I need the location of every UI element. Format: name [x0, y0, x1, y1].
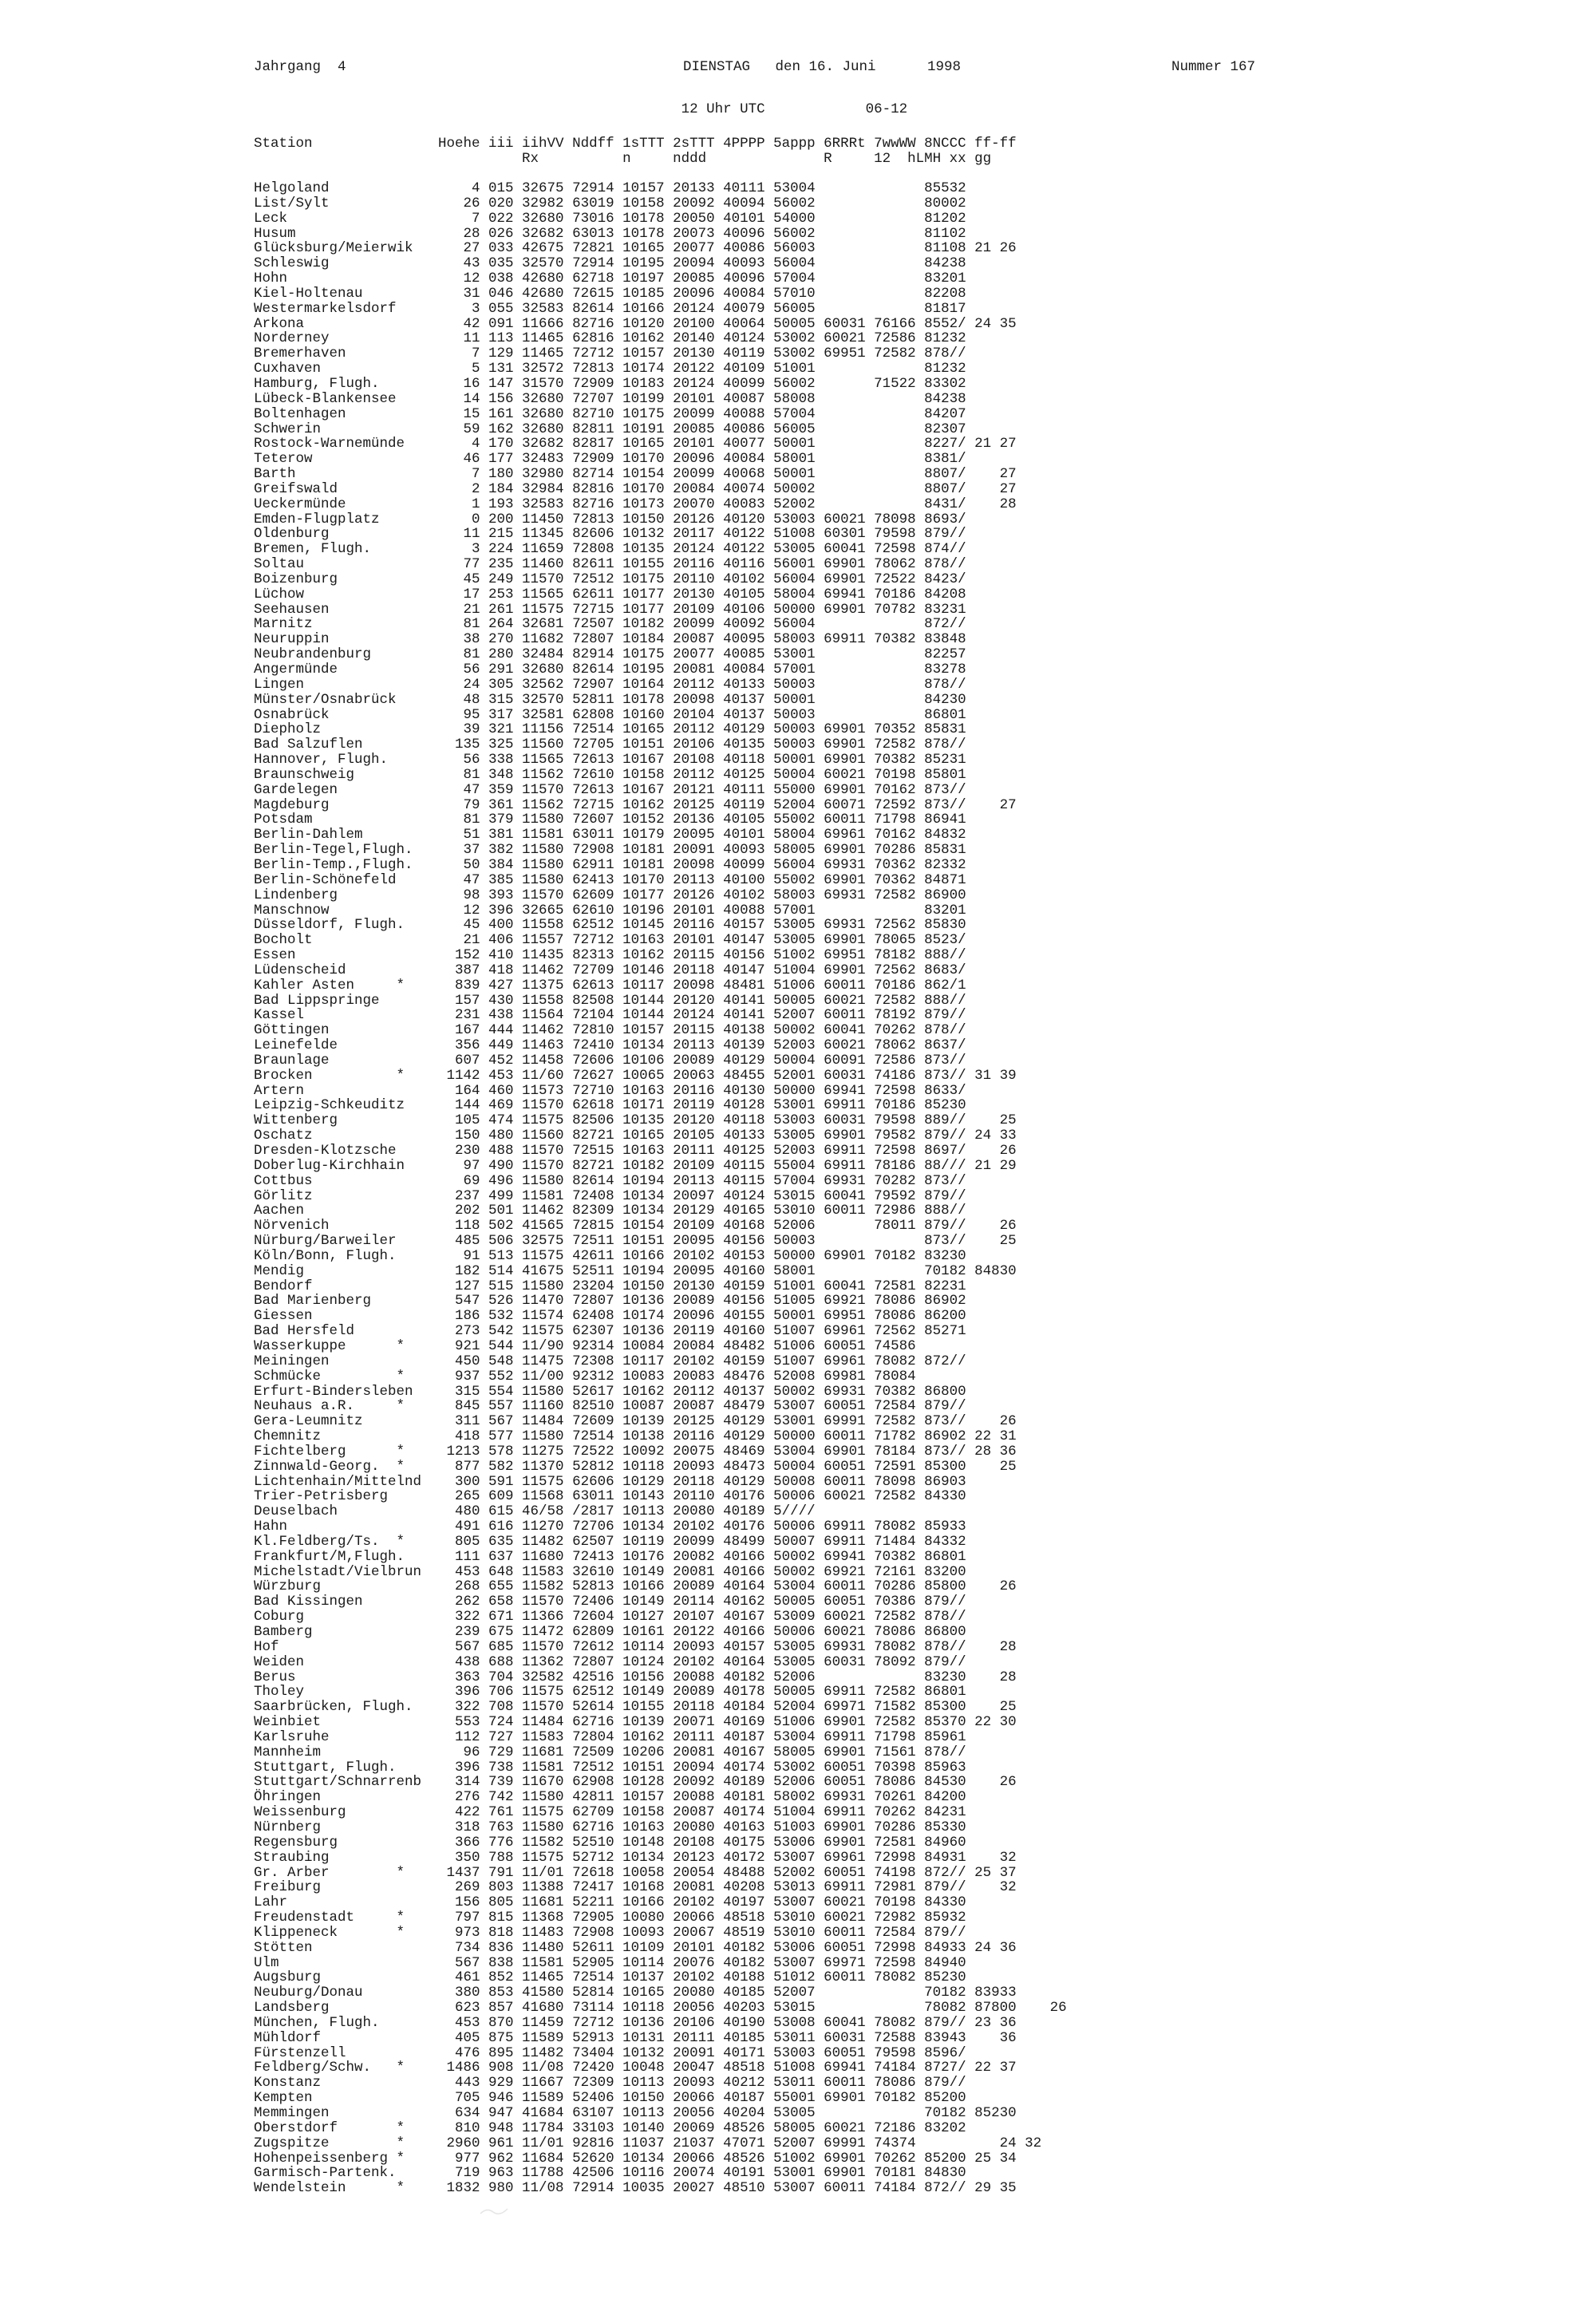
table-row: Wasserkuppe * 921 544 11/90 92314 10084 20084 48482 51006 60051 74586 [254, 1337, 916, 1354]
table-row: Kl.Feldberg/Ts. * 805 635 11482 62507 10119 20099 48499 50007 69911 71484 84332 [254, 1533, 966, 1550]
table-row: Fürstenzell 476 895 11482 73404 10132 20091 40171 53003 60051 79598 8596/ [254, 2044, 966, 2061]
table-row: Neuhaus a.R. * 845 557 11160 82510 10087 20087 48479 53007 60051 72584 879// [254, 1398, 966, 1415]
table-row: Wendelstein * 1832 980 11/08 72914 10035 20027 48510 53007 60011 74184 872// 29 35 [254, 2180, 1017, 2197]
table-row: Fichtelberg * 1213 578 11275 72522 10092 20075 48469 53004 69901 78184 873// 28 36 [254, 1443, 1017, 1460]
table-row: Zinnwald-Georg. * 877 582 11370 52812 10118 20093 48473 50004 60051 72591 85300 25 [254, 1458, 1017, 1475]
table-row: Stuttgart/Schnarrenb 314 739 11670 62908 10128 20092 40189 52006 60051 78086 84530 26 [254, 1774, 1017, 1791]
table-row: Hohn 12 038 42680 62718 10197 20085 40096 57004 83201 [254, 271, 966, 287]
table-row: Trier-Petrisberg 265 609 11568 63011 10143 20110 40176 50006 60021 72582 84330 [254, 1488, 966, 1505]
table-row: Weissenburg 422 761 11575 62709 10158 20087 40174 51004 69911 70262 84231 [254, 1804, 966, 1821]
table-row: Tholey 396 706 11575 62512 10149 20089 40178 50005 69911 72582 86801 [254, 1684, 966, 1701]
table-row: Stötten 734 836 11480 52611 10109 20101 40182 53006 60051 72998 84933 24 36 [254, 1939, 1017, 1956]
table-row: Gr. Arber * 1437 791 11/01 72618 10058 20054 48488 52002 60051 74198 872// 25 37 [254, 1864, 1017, 1881]
table-row: Magdeburg 79 361 11562 72715 10162 20125 40119 52004 60071 72592 873// 27 [254, 796, 1017, 813]
table-row: Meiningen 450 548 11475 72308 10117 20102 40159 51007 69961 78082 872// [254, 1353, 966, 1369]
column-header-line: Rx n nddd R 12 hLMH xx gg [254, 151, 992, 167]
table-row: Chemnitz 418 577 11580 72514 10138 20116 40129 50000 60011 71782 86902 22 31 [254, 1428, 1017, 1445]
table-row: Cottbus 69 496 11580 82614 10194 20113 40115 57004 69931 70282 873// [254, 1172, 966, 1189]
table-row: Gera-Leumnitz 311 567 11484 72609 10139 20125 40129 53001 69991 72582 873// 26 [254, 1413, 1017, 1430]
table-row: Kahler Asten * 839 427 11375 62613 10117 20098 48481 51006 60011 70186 862/1 [254, 977, 966, 993]
table-row: Bad Lippspringe 157 430 11558 82508 10144 20120 40141 50005 60021 72582 888// [254, 992, 966, 1009]
table-row: Bad Kissingen 262 658 11570 72406 10149 20114 40162 50005 60051 70386 879// [254, 1594, 966, 1610]
table-row: Mannheim 96 729 11681 72509 10206 20081 40167 58005 69901 71561 878// [254, 1744, 966, 1760]
table-row: Schleswig 43 035 32570 72914 10195 20094 40093 56004 84238 [254, 255, 966, 272]
table-row: Erfurt-Bindersleben 315 554 11580 52617 10162 20112 40137 50002 69931 70382 86800 [254, 1383, 966, 1400]
table-row: Norderney 11 113 11465 62816 10162 20140 40124 53002 60021 72586 81232 [254, 330, 966, 347]
table-row: Memmingen 634 947 41684 63107 10113 20056 40204 53005 70182 85230 [254, 2105, 1017, 2121]
table-row: Osnabrück 95 317 32581 62808 10160 20104 40137 50003 86801 [254, 706, 966, 723]
table-row: Nörvenich 118 502 41565 72815 10154 20109 40168 52006 78011 879// 26 [254, 1218, 1017, 1234]
table-row: Nürburg/Barweiler 485 506 32575 72511 10151 20095 40156 50003 873// 25 [254, 1233, 1017, 1250]
table-row: Ueckermünde 1 193 32583 82716 10173 20070 40083 52002 8431/ 28 [254, 496, 1017, 512]
table-row: Saarbrücken, Flugh. 322 708 11570 52614 10155 20118 40184 52004 69971 71582 85300 25 [254, 1699, 1017, 1716]
year-label: 1998 [927, 59, 962, 75]
table-row: Helgoland 4 015 32675 72914 10157 20133 40111 53004 85532 [254, 180, 966, 196]
table-row: Seehausen 21 261 11575 72715 10177 20109 40106 50000 69901 70782 83231 [254, 601, 966, 618]
table-row: Berlin-Dahlem 51 381 11581 63011 10179 20095 40101 58004 69961 70162 84832 [254, 827, 966, 843]
table-row: Neuburg/Donau 380 853 41580 52814 10165 20080 40185 52007 70182 83933 [254, 1985, 1017, 2001]
time-header: 12 Uhr UTC 06-12 [254, 101, 908, 117]
table-row: Diepholz 39 321 11156 72514 10165 20112 40129 50003 69901 70352 85831 [254, 721, 966, 738]
table-row: Rostock-Warnemünde 4 170 32682 82817 10165 20101 40077 50001 8227/ 21 27 [254, 436, 1017, 452]
table-row: Oschatz 150 480 11560 82721 10165 20105 40133 53005 69901 79582 879// 24 33 [254, 1128, 1017, 1144]
table-row: Kiel-Holtenau 31 046 42680 72615 10185 20096 40084 57010 82208 [254, 285, 966, 302]
table-row: München, Flugh. 453 870 11459 72712 10136 20106 40190 53008 60041 78082 879// 23 36 [254, 2014, 1017, 2031]
table-row: Lüdenscheid 387 418 11462 72709 10146 20118 40147 51004 69901 72562 8683/ [254, 962, 966, 978]
table-row: Husum 28 026 32682 63013 10178 20073 40096 56002 81102 [254, 225, 966, 242]
table-row: Barth 7 180 32980 82714 10154 20099 40068 50001 8807/ 27 [254, 466, 1017, 483]
table-row: Landsberg 623 857 41680 73114 10118 20056 40203 53015 78082 87800 26 [254, 2000, 1067, 2017]
table-row: Doberlug-Kirchhain 97 490 11570 82721 10182 20109 40115 55004 69911 78186 88/// 21 29 [254, 1157, 1017, 1174]
table-row: Neuruppin 38 270 11682 72807 10184 20087 40095 58003 69911 70382 83848 [254, 631, 966, 648]
table-row: Frankfurt/M,Flugh. 111 637 11680 72413 10176 20082 40166 50002 69941 70382 86801 [254, 1548, 966, 1565]
table-row: Berlin-Tegel,Flugh. 37 382 11580 72908 10181 20091 40093 58005 69901 70286 85831 [254, 842, 966, 859]
table-row: Klippeneck * 973 818 11483 72908 10093 20067 48519 53010 60011 72584 879// [254, 1924, 966, 1941]
table-row: Soltau 77 235 11460 82611 10155 20116 40116 56001 69901 78062 878// [254, 556, 966, 573]
table-row: Weinbiet 553 724 11484 62716 10139 20071 40169 51006 69901 72582 85370 22 30 [254, 1714, 1017, 1731]
table-row: Düsseldorf, Flugh. 45 400 11558 62512 10145 20116 40157 53005 69931 72562 85830 [254, 917, 966, 934]
table-row: List/Sylt 26 020 32982 63019 10158 20092 40094 56002 80002 [254, 195, 966, 211]
table-row: Deuselbach 480 615 46/58 /2817 10113 20080 40189 5//// [254, 1503, 816, 1520]
table-row: Bendorf 127 515 11580 23204 10150 20130 40159 51001 60041 72581 82231 [254, 1278, 966, 1294]
table-row: Lichtenhain/Mittelnd 300 591 11575 62606 10129 20118 40129 50008 60011 78098 86903 [254, 1473, 966, 1490]
table-row: Leipzig-Schkeuditz 144 469 11570 62618 10171 20119 40128 53001 69911 70186 85230 [254, 1097, 966, 1114]
date-label: DIENSTAG den 16. Juni [683, 59, 876, 75]
table-row: Kempten 705 946 11589 52406 10150 20066 40187 55001 69901 70182 85200 [254, 2090, 966, 2107]
table-row: Lüchow 17 253 11565 62611 10177 20130 40105 58004 69941 70186 84208 [254, 586, 966, 602]
table-row: Dresden-Klotzsche 230 488 11570 72515 10163 20111 40125 52003 69911 72598 8697/ 26 [254, 1143, 1017, 1159]
table-row: Schmücke * 937 552 11/00 92312 10083 20083 48476 52008 69981 78084 [254, 1368, 916, 1385]
table-row: Coburg 322 671 11366 72604 10127 20107 40167 53009 60021 72582 878// [254, 1609, 966, 1626]
table-row: Berlin-Temp.,Flugh. 50 384 11580 62911 10181 20098 40099 56004 69931 70362 82332 [254, 856, 966, 873]
table-row: Manschnow 12 396 32665 62610 10196 20101 40088 57001 83201 [254, 902, 966, 918]
table-row: Münster/Osnabrück 48 315 32570 52811 10178 20098 40137 50001 84230 [254, 691, 966, 708]
table-row: Augsburg 461 852 11465 72514 10137 20102 40188 51012 60011 78082 85230 [254, 1969, 966, 1986]
table-row: Hohenpeissenberg * 977 962 11684 52620 10134 20066 48526 51002 69901 70262 85200 25 34 [254, 2150, 1017, 2167]
table-row: Regensburg 366 776 11582 52510 10148 20108 40175 53006 69901 72581 84960 [254, 1834, 966, 1851]
table-row: Bremen, Flugh. 3 224 11659 72808 10135 20124 40122 53005 60041 72598 874// [254, 541, 966, 558]
table-row: Michelstadt/Vielbrun 453 648 11583 32610 10149 20081 40166 50002 69921 72161 83200 [254, 1563, 966, 1580]
table-row: Ulm 567 838 11581 52905 10114 20076 40182 53007 69971 72598 84940 [254, 1954, 966, 1971]
table-row: Essen 152 410 11435 82313 10162 20115 40156 51002 69951 78182 888// [254, 947, 966, 964]
table-row: Bremerhaven 7 129 11465 72712 10157 20130 40119 53002 69951 72582 878// [254, 346, 966, 362]
table-row: Leinefelde 356 449 11463 72410 10134 20113 40139 52003 60021 78062 8637/ [254, 1037, 966, 1054]
table-row: Lahr 156 805 11681 52211 10166 20102 40197 53007 60021 70198 84330 [254, 1894, 966, 1911]
table-row: Nürnberg 318 763 11580 62716 10163 20080 40163 51003 69901 70286 85330 [254, 1819, 966, 1835]
stamp-mark-icon [479, 2202, 511, 2218]
table-row: Braunschweig 81 348 11562 72610 10158 20112 40125 50004 60021 70198 85801 [254, 766, 966, 783]
table-row: Artern 164 460 11573 72710 10163 20116 40130 50000 69941 72598 8633/ [254, 1082, 966, 1099]
table-row: Mendig 182 514 41675 52511 10194 20095 40160 58001 70182 84830 [254, 1262, 1017, 1279]
table-row: Neubrandenburg 81 280 32484 82914 10175 20077 40085 53001 82257 [254, 646, 966, 663]
table-row: Hof 567 685 11570 72612 10114 20093 40157 53005 69931 78082 878// 28 [254, 1638, 1017, 1655]
table-row: Aachen 202 501 11462 82309 10134 20129 40165 53010 60011 72986 888// [254, 1203, 966, 1219]
table-row: Cuxhaven 5 131 32572 72813 10174 20122 40109 51001 81232 [254, 361, 966, 377]
table-row: Hannover, Flugh. 56 338 11565 72613 10167 20108 40118 50001 69901 70382 85231 [254, 752, 966, 768]
table-row: Boizenburg 45 249 11570 72512 10175 20110 40102 56004 69901 72522 8423/ [254, 571, 966, 587]
table-row: Giessen 186 532 11574 62408 10174 20096 40155 50001 69951 78086 86200 [254, 1308, 966, 1325]
table-row: Zugspitze * 2960 961 11/01 92816 11037 21037 47071 52007 69991 74374 24 32 [254, 2135, 1042, 2151]
table-row: Bad Salzuflen 135 325 11560 72705 10151 20106 40135 50003 69901 72582 878// [254, 737, 966, 753]
table-row: Berus 363 704 32582 42516 10156 20088 40182 52006 83230 28 [254, 1669, 1017, 1685]
table-row: Lübeck-Blankensee 14 156 32680 72707 10199 20101 40087 58008 84238 [254, 390, 966, 407]
table-row: Glücksburg/Meierwik 27 033 42675 72821 10165 20077 40086 56003 81108 21 26 [254, 240, 1017, 257]
table-row: Hamburg, Flugh. 16 147 31570 72909 10183 20124 40099 56002 71522 83302 [254, 375, 966, 392]
table-row: Lingen 24 305 32562 72907 10164 20112 40133 50003 878// [254, 676, 966, 693]
table-row: Köln/Bonn, Flugh. 91 513 11575 42611 10166 20102 40153 50000 69901 70182 83230 [254, 1247, 966, 1264]
table-row: Bocholt 21 406 11557 72712 10163 20101 40147 53005 69901 78065 8523/ [254, 932, 966, 949]
table-row: Leck 7 022 32680 73016 10178 20050 40101 54000 81202 [254, 210, 966, 227]
table-row: Greifswald 2 184 32984 82816 10170 20084 40074 50002 8807/ 27 [254, 480, 1017, 497]
table-row: Gardelegen 47 359 11570 72613 10167 20121 40111 55000 69901 70162 873// [254, 781, 966, 798]
table-row: Brocken * 1142 453 11/60 72627 10065 20063 48455 52001 60031 74186 873// 31 39 [254, 1067, 1017, 1084]
table-row: Oldenburg 11 215 11345 82606 10132 20117 40122 51008 60301 79598 879// [254, 526, 966, 543]
table-row: Braunlage 607 452 11458 72606 10106 20089 40129 50004 60091 72586 873// [254, 1052, 966, 1069]
table-row: Mühldorf 405 875 11589 52913 10131 20111 40185 53011 60031 72588 83943 36 [254, 2029, 1017, 2046]
table-row: Westermarkelsdorf 3 055 32583 82614 10166 20124 40079 56005 81817 [254, 300, 966, 317]
table-row: Freudenstadt * 797 815 11368 72905 10080 20066 48518 53010 60021 72982 85932 [254, 1910, 966, 1926]
table-row: Konstanz 443 929 11667 72309 10113 20093 40212 53011 60011 78086 879// [254, 2075, 966, 2092]
table-row: Göttingen 167 444 11462 72810 10157 20115 40138 50002 60041 70262 878// [254, 1022, 966, 1039]
table-row: Garmisch-Partenk. 719 963 11788 42506 10116 20074 40191 53001 69901 70181 84830 [254, 2165, 966, 2182]
table-row: Potsdam 81 379 11580 72607 10152 20136 40105 55002 60011 71798 86941 [254, 812, 966, 828]
table-row: Angermünde 56 291 32680 82614 10195 20081 40084 57001 83278 [254, 662, 966, 677]
column-header-line: Station Hoehe iii iihVV Nddff 1sTTT 2sTTT 4PPPP 5appp 6RRRt 7wwWW 8NCCC ff-ff [254, 136, 1017, 152]
table-row: Kassel 231 438 11564 72104 10144 20124 40141 52007 60011 78192 879// [254, 1007, 966, 1024]
table-row: Weiden 438 688 11362 72807 10124 20102 40164 53005 60031 78092 879// [254, 1653, 966, 1670]
table-row: Feldberg/Schw. * 1486 908 11/08 72420 10048 20047 48518 51008 69941 74184 8727/ 22 37 [254, 2060, 1017, 2076]
volume-label: Jahrgang 4 [254, 59, 346, 75]
station-rows [254, 181, 1067, 2196]
table-row: Würzburg 268 655 11582 52813 10166 20089 40164 53004 60011 70286 85800 26 [254, 1578, 1017, 1595]
table-row: Lindenberg 98 393 11570 62609 10177 20126 40102 58003 69931 72582 86900 [254, 887, 966, 903]
table-row: Öhringen 276 742 11580 42811 10157 20088 40181 58002 69931 70261 84200 [254, 1789, 966, 1806]
table-row: Karlsruhe 112 727 11583 72804 10162 20111 40187 53004 69911 71798 85961 [254, 1728, 966, 1745]
issue-number: Nummer 167 [1171, 59, 1256, 75]
synop-table [254, 136, 1067, 2196]
table-row: Wittenberg 105 474 11575 82506 10135 20120 40118 53003 60031 79598 889// 25 [254, 1112, 1017, 1129]
table-row: Bad Marienberg 547 526 11470 72807 10136 20089 40156 51005 69921 78086 86902 [254, 1293, 966, 1310]
table-row: Marnitz 81 264 32681 72507 10182 20099 40092 56004 872// [254, 616, 966, 633]
table-row: Berlin-Schönefeld 47 385 11580 62413 10170 20113 40100 55002 69901 70362 84871 [254, 871, 966, 888]
table-row: Boltenhagen 15 161 32680 82710 10175 20099 40088 57004 84207 [254, 405, 966, 422]
table-row: Bad Hersfeld 273 542 11575 62307 10136 20119 40160 51007 69961 72562 85271 [254, 1323, 966, 1340]
table-row: Schwerin 59 162 32680 82811 10191 20085 40086 56005 82307 [254, 421, 966, 437]
table-row: Straubing 350 788 11575 52712 10134 20123 40172 53007 69961 72998 84931 32 [254, 1849, 1017, 1866]
table-row: Freiburg 269 803 11388 72417 10168 20081 40208 53013 69911 72981 879// 32 [254, 1879, 1017, 1896]
table-row: Arkona 42 091 11666 82716 10120 20100 40064 50005 60031 76166 8552/ 24 35 [254, 315, 1017, 332]
table-row: Teterow 46 177 32483 72909 10170 20096 40084 58001 8381/ [254, 451, 966, 468]
table-row: Oberstdorf * 810 948 11784 33103 10140 20069 48526 58005 60021 72186 83202 [254, 2119, 966, 2136]
column-header [254, 136, 1067, 167]
table-row: Bamberg 239 675 11472 62809 10161 20122 40166 50006 60021 78086 86800 [254, 1624, 966, 1640]
table-row: Görlitz 237 499 11581 72408 10134 20097 40124 53015 60041 79592 879// [254, 1187, 966, 1204]
table-row: Hahn 491 616 11270 72706 10134 20102 40176 50006 69911 78082 85933 [254, 1519, 966, 1535]
table-row: Stuttgart, Flugh. 396 738 11581 72512 10151 20094 40174 53002 60051 70398 85963 [254, 1759, 966, 1776]
table-row: Emden-Flugplatz 0 200 11450 72813 10150 20126 40120 53003 60021 78098 8693/ [254, 511, 966, 527]
